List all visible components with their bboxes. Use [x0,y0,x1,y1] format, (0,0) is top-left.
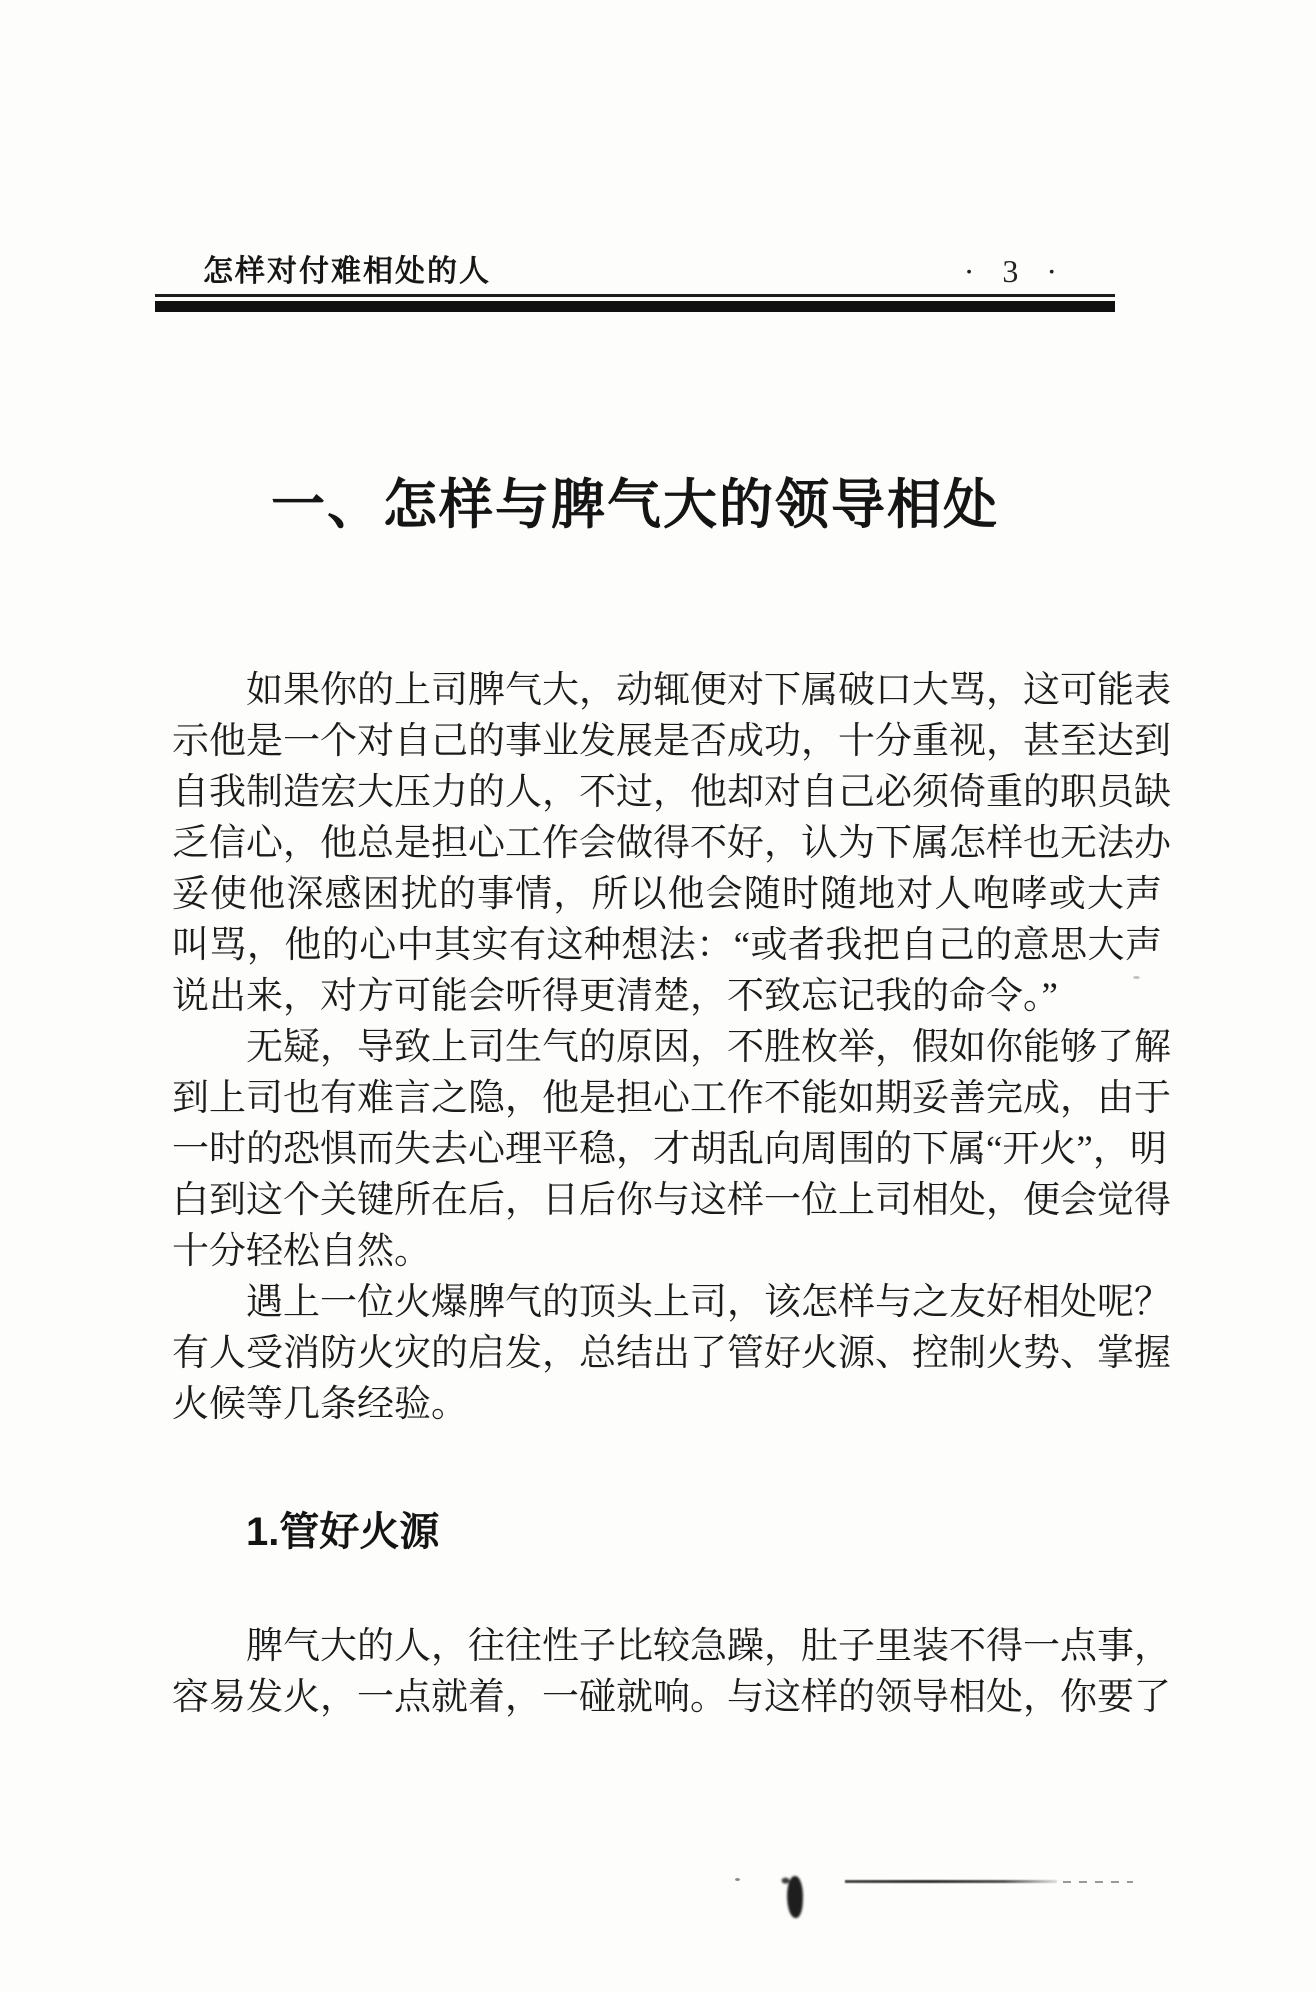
text-line: 有人受消防火灾的启发，总结出了管好火源、控制火势、掌握 [172,1333,1171,1374]
section-heading: 1.管好火源 [246,1510,440,1554]
text-line: 示他是一个对自己的事业发展是否成功，十分重视，甚至达到 [172,721,1171,762]
text-line: 一时的恐惧而失去心理平稳，才胡乱向周围的下属“开火”，明 [172,1129,1167,1170]
text-line: 遇上一位火爆脾气的顶头上司，该怎样与之友好相处呢？ [172,1282,1171,1323]
scratch-artifact [845,1880,1057,1883]
text-line: 火候等几条经验。 [172,1384,468,1425]
chapter-title: 一、怎样与脾气大的领导相处 [271,475,999,535]
text-line: 叫骂，他的心中其实有这种想法：“或者我把自己的意思大声 [172,925,1162,966]
paragraph [172,1022,1171,1277]
text-line: 到上司也有难言之隐，他是担心工作不能如期妥善完成，由于 [172,1078,1171,1119]
page-header [155,246,1115,290]
text-line: 说出来，对方可能会听得更清楚，不致忘记我的命令。” [172,976,1058,1017]
running-title: 怎样对付难相处的人 [203,255,491,288]
paragraph [172,1277,1171,1430]
text-line: 白到这个关键所在后，日后你与这样一位上司相处，便会觉得 [172,1180,1171,1221]
page-number: · 3 · [963,253,1067,289]
paragraph [172,665,1171,1022]
header-rule-thin [155,294,1115,297]
text-line: 脾气大的人，往往性子比较急躁，肚子里装不得一点事， [172,1626,1171,1667]
text-line: 十分轻松自然。 [172,1231,431,1272]
text-line: 容易发火，一点就着，一碰就响。与这样的领导相处，你要了 [172,1677,1171,1718]
text-line: 自我制造宏大压力的人，不过，他却对自己必须倚重的职员缺 [172,772,1171,813]
ink-blot-artifact [786,1876,803,1919]
header-rule-thick [155,301,1115,312]
body-text [172,665,1171,1723]
text-line: 如果你的上司脾气大，动辄便对下属破口大骂，这可能表 [172,670,1171,711]
speck-artifact [1133,976,1140,979]
text-line: 妥使他深感困扰的事情，所以他会随时随地对人咆哮或大声 [172,874,1162,915]
paragraph [172,1621,1171,1723]
text-line: 乏信心，他总是担心工作会做得不好，认为下属怎样也无法办 [172,823,1171,864]
speck-artifact [735,1878,740,1881]
scratch-tail-artifact [1063,1881,1133,1883]
text-line: 无疑，导致上司生气的原因，不胜枚举，假如你能够了解 [172,1027,1171,1068]
